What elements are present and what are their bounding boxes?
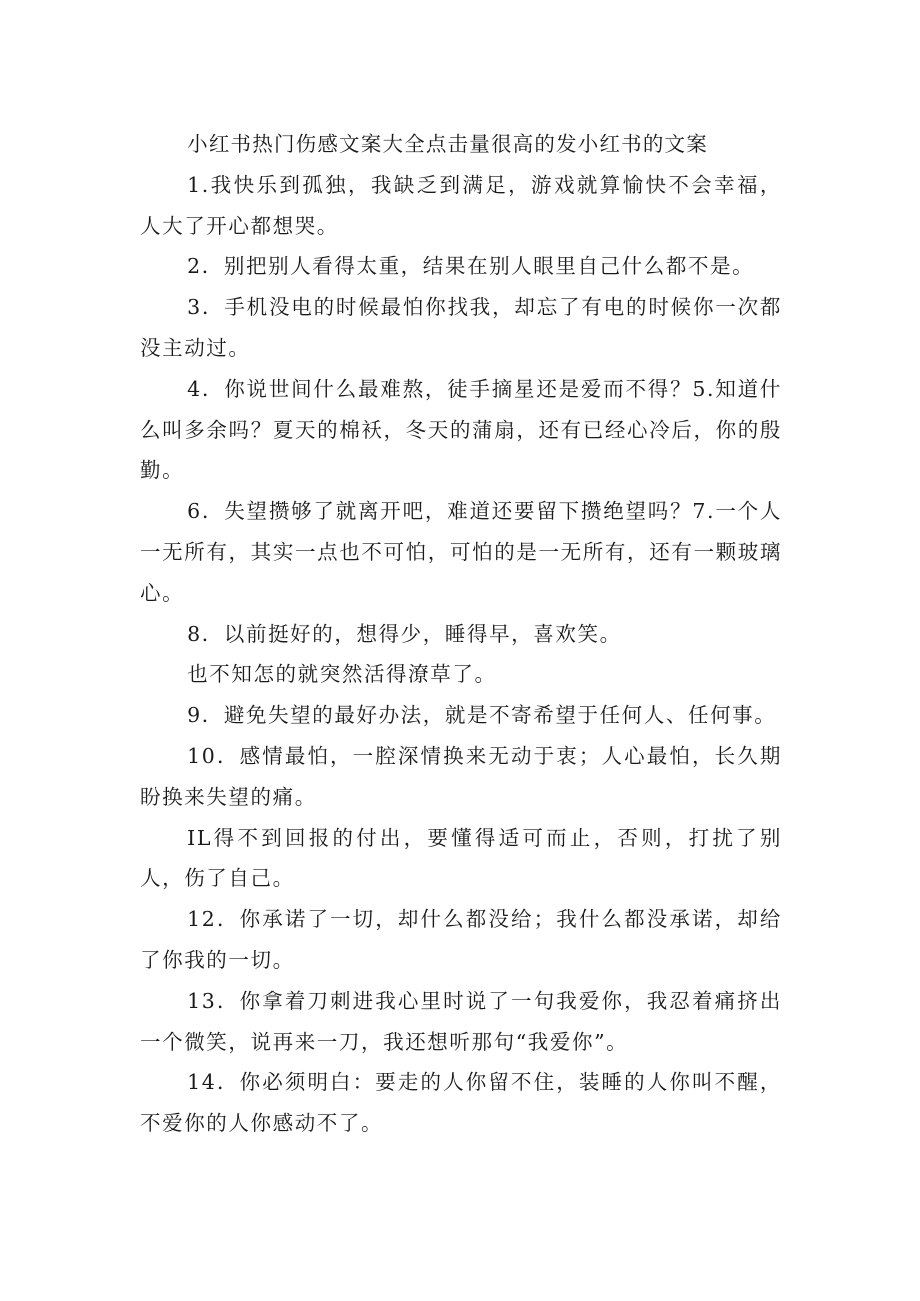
paragraph-10: 10．感情最怕，一腔深情换来无动于衷；人心最怕，长久期盼换来失望的痛。 [140, 743, 782, 809]
paragraph-8-continued: 也不知怎的就突然活得潦草了。 [187, 662, 497, 687]
paragraph-9: 9．避免失望的最好办法，就是不寄希望于任何人、任何事。 [187, 703, 777, 728]
paragraph-13: 13．你拿着刀刺进我心里时说了一句我爱你，我忍着痛挤出一个微笑，说再来一刀，我还想听那句“我爱你”。 [140, 988, 782, 1054]
paragraph-8: 8．以前挺好的，想得少，睡得早，喜欢笑。 [187, 621, 622, 646]
paragraph-14: 14．你必须明白：要走的人你留不住，装睡的人你叫不醒，不爱你的人你感动不了。 [140, 1070, 782, 1136]
paragraph-3: 3．手机没电的时候最怕你找我，却忘了有电的时候你一次都没主动过。 [140, 295, 782, 360]
paragraph-1: 1.我快乐到孤独，我缺乏到满足，游戏就算愉快不会幸福，人大了开心都想哭。 [140, 172, 782, 238]
document-title: 小红书热门伤感文案大全点击量很高的发小红书的文案 [187, 132, 708, 156]
paragraph-6: 6．失望攒够了就离开吧，难道还要留下攒绝望吗？7.一个人一无所有，其实一点也不可怕，可怕的是一无所有，还有一颗玻璃心。 [140, 499, 782, 605]
paragraph-2: 2．别把别人看得太重，结果在别人眼里自己什么都不是。 [187, 254, 755, 279]
document-body [140, 124, 782, 1144]
paragraph-4: 4．你说世间什么最难熬，徒手摘星还是爱而不得？5.知道什么叫多余吗？夏天的棉袄，冬天的蒲扇，还有已经心冷后，你的殷勤。 [140, 376, 782, 483]
paragraph-12: 12．你承诺了一切，却什么都没给；我什么都没承诺，却给了你我的一切。 [140, 907, 782, 972]
paragraph-11: IL得不到回报的付出，要懂得适可而止，否则，打扰了别人，伤了自己。 [140, 825, 782, 891]
